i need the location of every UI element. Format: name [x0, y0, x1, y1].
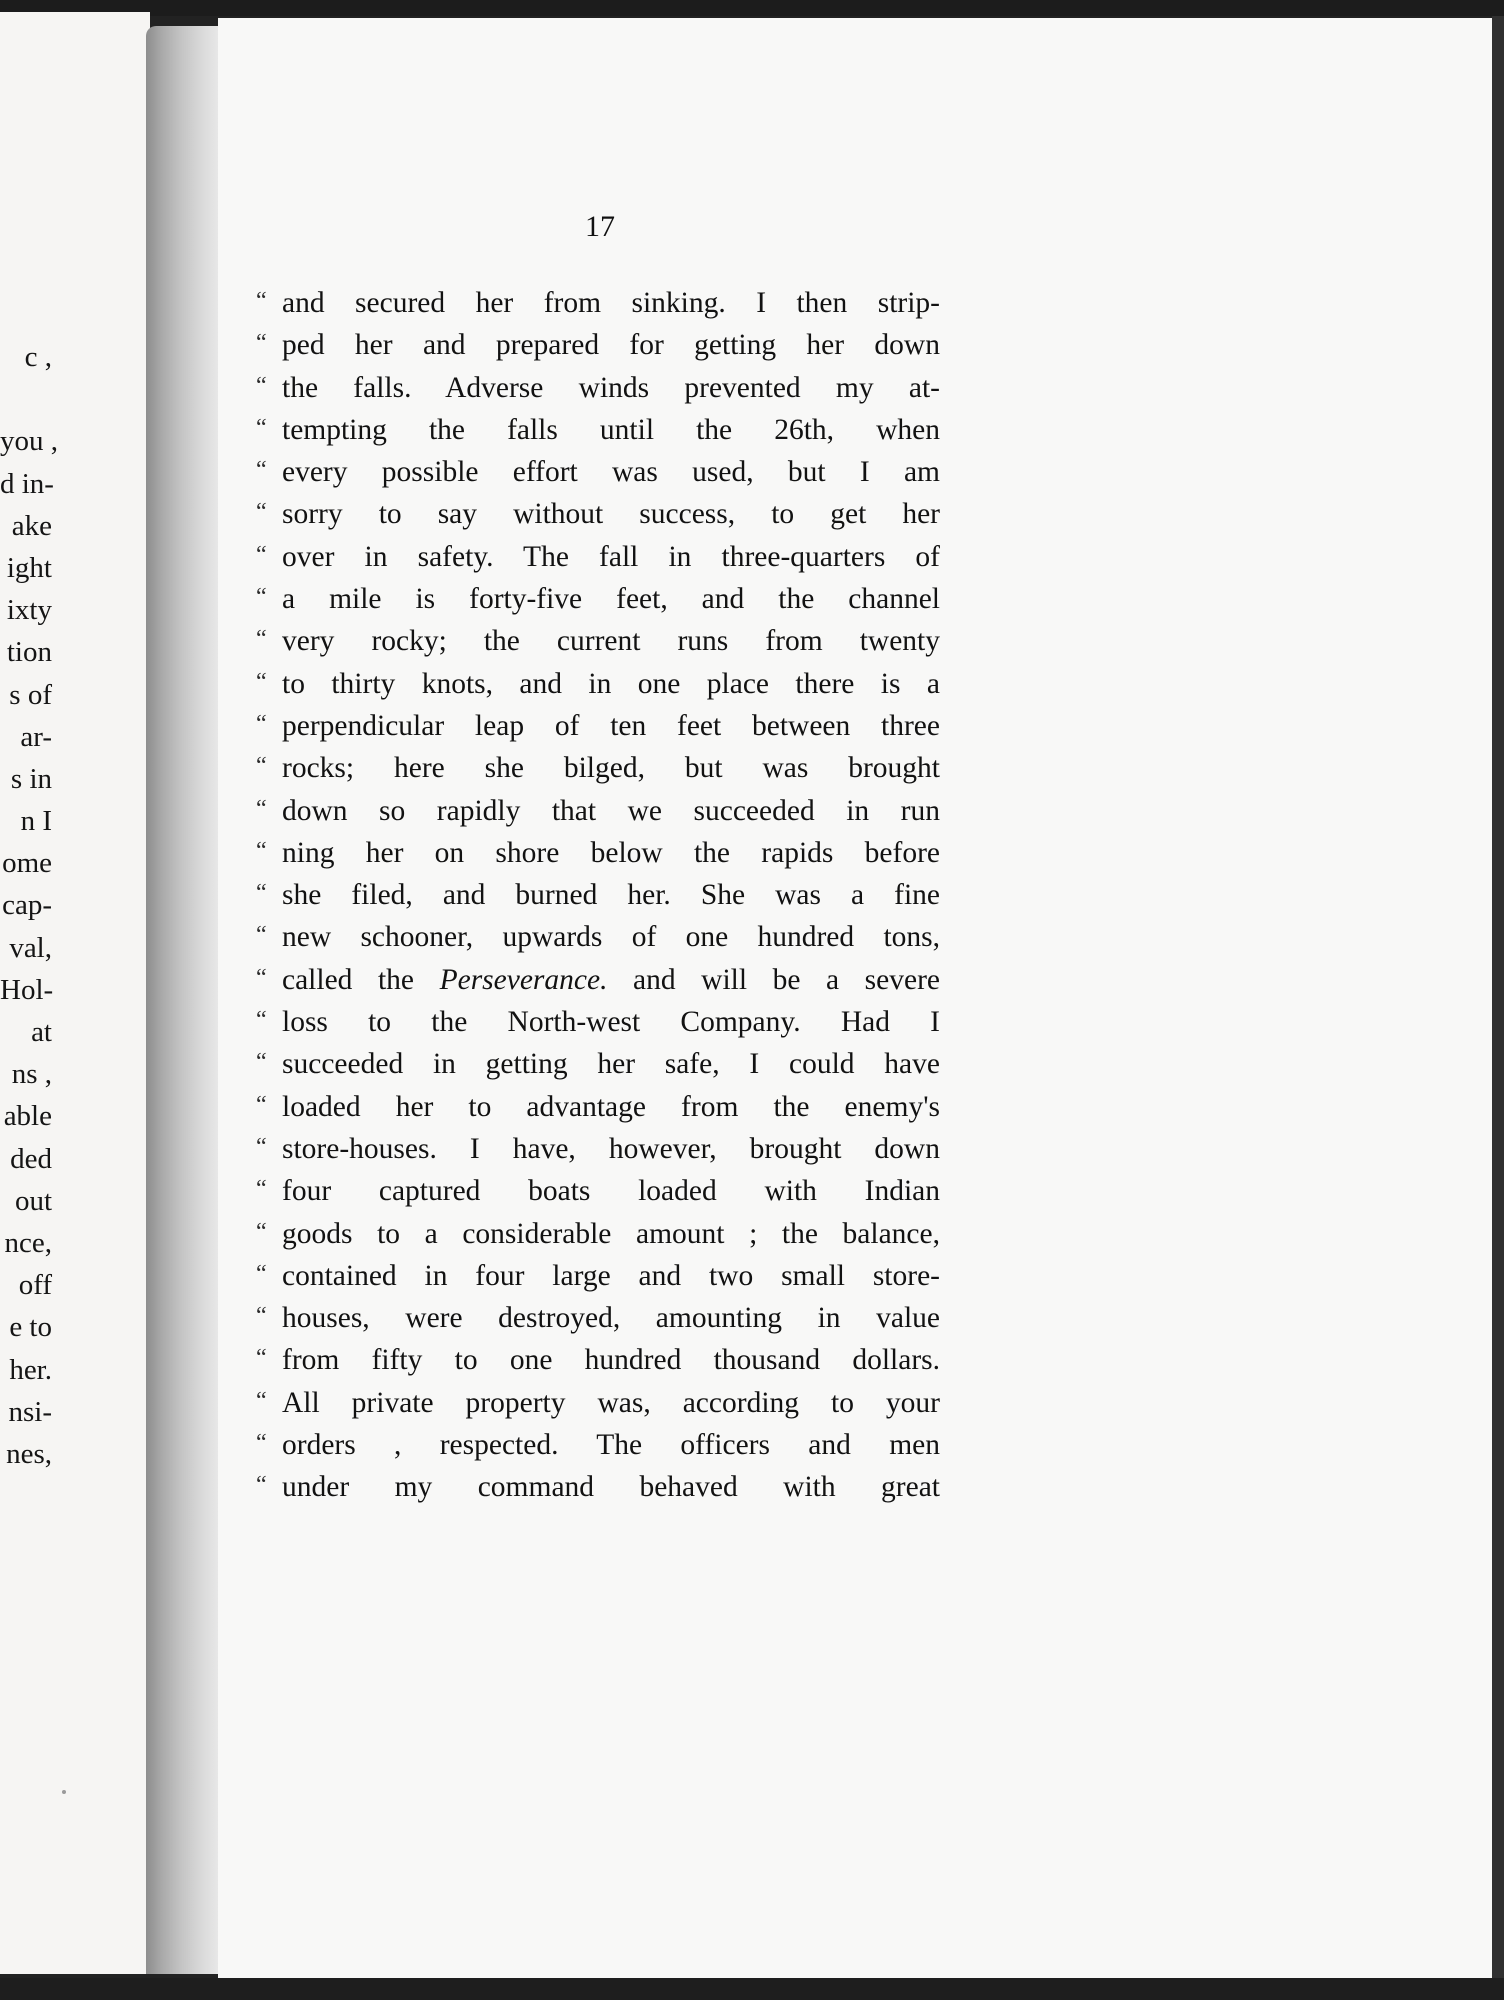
- text-line: [256, 1043, 940, 1085]
- quotation-mark: “: [256, 1176, 267, 1203]
- text-line: [256, 832, 940, 874]
- line-text: from fifty to one hundred thousand dollars.: [282, 1344, 940, 1377]
- line-text: she filed, and burned her. She was a fine: [282, 879, 940, 912]
- left-page-fragment: s in: [10, 762, 52, 795]
- left-page-fragment: nsi-: [8, 1395, 52, 1428]
- left-page: [0, 12, 150, 1974]
- left-page-fragment: c ,: [24, 341, 52, 373]
- line-text: loss to the North-west Company. Had I: [282, 1006, 940, 1039]
- line-text: All private property was, according to your: [282, 1386, 940, 1419]
- quotation-mark: “: [256, 414, 267, 441]
- text-line: [256, 705, 940, 747]
- scan-right-border: [1492, 16, 1504, 1978]
- left-page-fragment: nce,: [4, 1226, 52, 1259]
- text-line: [256, 1339, 940, 1381]
- quotation-mark: “: [256, 330, 267, 357]
- scan-top-border: [0, 0, 1504, 16]
- left-page-fragment: ixty: [6, 594, 52, 627]
- text-line: [256, 1382, 940, 1424]
- text-line: [256, 451, 940, 493]
- text-line: [256, 620, 940, 662]
- quotation-mark: “: [256, 668, 267, 695]
- text-line: [256, 790, 940, 832]
- left-page-fragment: at: [31, 1016, 52, 1048]
- left-page-fragment: [0, 378, 52, 420]
- scan-bottom-border: [0, 1978, 1504, 2000]
- text-line: [256, 1255, 940, 1297]
- line-text: perpendicular leap of ten feet between three: [282, 709, 940, 742]
- left-page-fragment: s of: [9, 678, 52, 711]
- line-text: very rocky; the current runs from twenty: [282, 625, 940, 658]
- line-text: down so rapidly that we succeeded in run: [282, 794, 940, 827]
- quotation-mark: “: [256, 1345, 267, 1372]
- left-page-fragment: ded: [10, 1142, 52, 1175]
- ship-name-italic: Perseverance.: [439, 963, 608, 996]
- quotation-mark: “: [256, 710, 267, 737]
- left-page-fragment: ight: [6, 551, 52, 584]
- line-text: ning her on shore below the rapids before: [282, 836, 940, 869]
- left-page-text-fragments: [0, 336, 58, 1475]
- text-line: [256, 1213, 940, 1255]
- line-text: loaded her to advantage from the enemy's: [282, 1090, 940, 1123]
- text-line: [256, 1424, 940, 1466]
- quotation-mark: “: [256, 1133, 267, 1160]
- line-text: every possible effort was used, but I am: [282, 456, 940, 489]
- line-text: under my command behaved with great: [282, 1471, 940, 1504]
- page-body-text: [256, 282, 940, 1509]
- line-text: new schooner, upwards of one hundred tons,: [282, 921, 940, 954]
- left-page-fragment: nes,: [6, 1437, 52, 1470]
- text-line: [256, 1001, 940, 1043]
- left-page-fragment: e to: [9, 1311, 52, 1344]
- quotation-mark: “: [256, 541, 267, 568]
- line-text: four captured boats loaded with Indian: [282, 1175, 940, 1208]
- quotation-mark: “: [256, 457, 267, 484]
- page-number: 17: [585, 210, 615, 243]
- line-text: houses, were destroyed, amounting in value: [282, 1302, 940, 1335]
- text-line: [256, 1170, 940, 1212]
- text-line: [256, 663, 940, 705]
- line-text-after: and will be a severe: [607, 963, 940, 996]
- left-page-fragment: her.: [9, 1353, 52, 1386]
- text-line: [256, 916, 940, 958]
- line-text: tempting the falls until the 26th, when: [282, 413, 940, 446]
- left-page-fragment: you ,: [0, 425, 58, 458]
- line-text: goods to a considerable amount ; the balance,: [282, 1217, 940, 1250]
- left-page-fragment: able: [3, 1100, 52, 1133]
- left-page-fragment: val,: [9, 931, 52, 964]
- text-line: [256, 367, 940, 409]
- left-page-fragment: out: [14, 1184, 52, 1217]
- quotation-mark: “: [256, 1260, 267, 1287]
- quotation-mark: “: [256, 372, 267, 399]
- left-page-fragment: off: [18, 1269, 52, 1302]
- text-line: [256, 874, 940, 916]
- quotation-mark: “: [256, 499, 267, 526]
- quotation-mark: “: [256, 1303, 267, 1330]
- quotation-mark: “: [256, 1387, 267, 1414]
- quotation-mark: “: [256, 1218, 267, 1245]
- book-gutter-shadow: [146, 26, 224, 1974]
- left-page-fragment: ns ,: [11, 1058, 52, 1091]
- text-line: [256, 959, 940, 1001]
- text-line: [256, 1297, 940, 1339]
- text-line: [256, 578, 940, 620]
- line-text-before: called the: [282, 963, 440, 996]
- quotation-mark: “: [256, 1430, 267, 1457]
- quotation-mark: “: [256, 1091, 267, 1118]
- quotation-mark: “: [256, 1472, 267, 1499]
- line-text: store-houses. I have, however, brought down: [282, 1132, 940, 1165]
- line-text: orders , respected. The officers and men: [282, 1429, 940, 1462]
- line-text: contained in four large and two small store-: [282, 1259, 940, 1292]
- quotation-mark: “: [256, 880, 267, 907]
- left-page-fragment: d in-: [0, 467, 54, 500]
- left-page-fragment: cap-: [2, 889, 52, 922]
- quotation-mark: “: [256, 626, 267, 653]
- left-page-fragment: ar-: [20, 720, 52, 753]
- line-text: and secured her from sinking. I then strip-: [282, 287, 940, 319]
- text-line: [256, 747, 940, 789]
- quotation-mark: “: [256, 288, 267, 314]
- quotation-mark: “: [256, 1049, 267, 1076]
- left-page-fragment: ake: [11, 509, 52, 542]
- quotation-mark: “: [256, 753, 267, 780]
- quotation-mark: “: [256, 837, 267, 864]
- line-text: over in safety. The fall in three-quarters of: [282, 540, 940, 573]
- quotation-mark: “: [256, 1007, 267, 1034]
- quotation-mark: “: [256, 964, 267, 991]
- line-text: sorry to say without success, to get her: [282, 498, 940, 531]
- text-line: [256, 1086, 940, 1128]
- line-text: ped her and prepared for getting her down: [282, 329, 940, 362]
- line-text: to thirty knots, and in one place there is a: [282, 667, 940, 700]
- text-line: [256, 493, 940, 535]
- left-page-fragment: ome: [2, 847, 52, 880]
- line-text: the falls. Adverse winds prevented my at-: [282, 371, 940, 404]
- text-line: [256, 409, 940, 451]
- left-page-fragment: Hol-: [0, 973, 54, 1006]
- line-text: [282, 959, 940, 1001]
- paper-speck: [62, 1790, 66, 1794]
- line-text: a mile is forty-five feet, and the channel: [282, 583, 940, 616]
- text-line: [256, 1128, 940, 1170]
- left-page-fragment: tion: [6, 636, 52, 669]
- text-line: [256, 282, 940, 324]
- text-line: [256, 536, 940, 578]
- line-text: rocks; here she bilged, but was brought: [282, 752, 940, 785]
- quotation-mark: “: [256, 795, 267, 822]
- text-line: [256, 324, 940, 366]
- quotation-mark: “: [256, 922, 267, 949]
- left-page-fragment: n I: [20, 805, 52, 838]
- text-line: [256, 1466, 940, 1508]
- quotation-mark: “: [256, 584, 267, 611]
- line-text: succeeded in getting her safe, I could have: [282, 1048, 940, 1081]
